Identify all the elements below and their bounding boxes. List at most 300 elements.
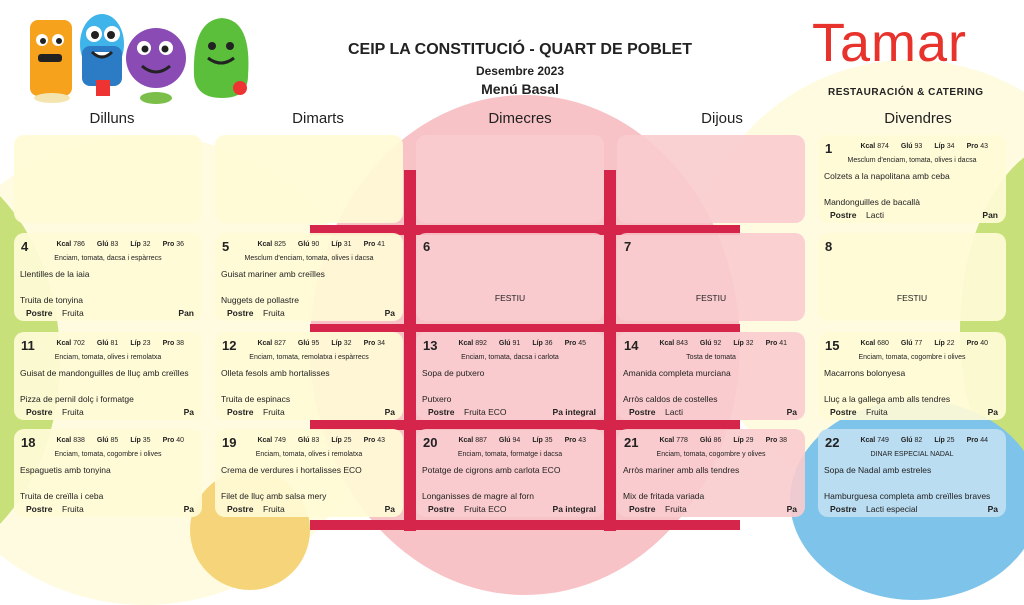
day-number: 11 — [21, 338, 35, 353]
nutrition-value: 40 — [980, 340, 988, 347]
nutrition-glu — [901, 143, 928, 150]
second-course: Truita de creïlla i ceba — [20, 491, 104, 501]
nutrition-info — [659, 340, 799, 347]
day-number: 19 — [222, 435, 237, 450]
dessert-value: Lacti — [665, 407, 683, 417]
dessert-value: Lacti — [866, 210, 884, 220]
day-header-wednesday: Dimecres — [488, 110, 552, 127]
festiu-label: FESTIU — [695, 293, 727, 303]
nutrition-pro — [364, 437, 391, 444]
first-course: Sopa de putxero — [422, 368, 485, 378]
nutrition-kcal — [659, 437, 693, 444]
nutrition-pro — [163, 437, 190, 444]
nutrition-value: 36 — [544, 340, 553, 347]
day-header-tuesday: Dimarts — [292, 110, 344, 127]
nutrition-value: 34 — [946, 143, 955, 150]
mascots-illustration — [24, 6, 274, 106]
nutrition-value: 23 — [142, 340, 151, 347]
nutrition-value: 81 — [110, 340, 119, 347]
nutrition-glu — [298, 437, 325, 444]
nutrition-value: 94 — [512, 437, 521, 444]
side-dish: Mesclum d'enciam, tomata, olives i dacsa — [244, 255, 374, 262]
nutrition-kcal — [860, 437, 894, 444]
nutrition-lip — [934, 143, 960, 150]
day-number: 4 — [21, 239, 29, 254]
nutrition-kcal — [56, 437, 90, 444]
nutrition-info — [56, 437, 196, 444]
nutrition-info — [56, 241, 196, 248]
empty-cell — [416, 135, 604, 223]
side-dish: Enciam, tomata, olives i remolatxa — [54, 354, 162, 361]
nutrition-label: Pro — [162, 340, 175, 347]
nutrition-label: Pro — [363, 437, 376, 444]
nutrition-value: 749 — [274, 437, 286, 444]
nutrition-value: 892 — [475, 340, 487, 347]
bread-value: Pa — [987, 407, 998, 417]
nutrition-glu — [901, 437, 928, 444]
first-course: Guisat mariner amb creïlles — [221, 269, 325, 279]
dessert-label: Postre — [26, 407, 53, 417]
nutrition-value: 90 — [311, 241, 320, 248]
logo-subtitle: RESTAURACIÓN & CATERING — [828, 87, 984, 98]
nutrition-glu — [298, 241, 325, 248]
nutrition-kcal — [56, 340, 90, 347]
dessert-label: Postre — [227, 407, 254, 417]
month-title: Desembre 2023 — [475, 64, 565, 78]
nutrition-kcal — [257, 241, 291, 248]
dessert-value: Fruita — [62, 504, 84, 514]
nutrition-label: Pro — [765, 340, 778, 347]
second-course: Mix de fritada variada — [623, 491, 705, 501]
day-cell-18 — [14, 429, 202, 517]
nutrition-pro — [967, 340, 994, 347]
first-course: Amanida completa murciana — [623, 368, 731, 378]
day-cell-14 — [617, 332, 805, 420]
nutrition-value: 680 — [877, 340, 889, 347]
nutrition-value: 35 — [544, 437, 553, 444]
school-title: CEIP LA CONSTITUCIÓ - QUART DE POBLET — [347, 41, 692, 58]
nutrition-lip — [532, 340, 558, 347]
nutrition-info — [257, 241, 397, 248]
day-number: 15 — [825, 338, 840, 353]
nutrition-label: Líp — [130, 340, 141, 347]
day-cell-11 — [14, 332, 202, 420]
nutrition-label: Glú — [699, 340, 712, 347]
second-course: Nuggets de pollastre — [221, 295, 299, 305]
nutrition-kcal — [458, 340, 492, 347]
nutrition-label: Kcal — [257, 340, 273, 347]
dessert-label: Postre — [26, 504, 53, 514]
nutrition-lip — [934, 437, 960, 444]
nutrition-label: Pro — [162, 241, 175, 248]
empty-cell — [14, 135, 202, 223]
nutrition-label: Kcal — [860, 340, 876, 347]
nutrition-pro — [766, 437, 793, 444]
green-mascot-icon — [194, 18, 249, 98]
nutrition-label: Glú — [498, 340, 511, 347]
nutrition-info — [860, 143, 1000, 150]
nutrition-label: Glú — [96, 340, 109, 347]
logo-name: Tamar — [812, 13, 968, 73]
dessert-value: Lacti especial — [866, 504, 918, 514]
nutrition-value: 749 — [877, 437, 889, 444]
day-header-thursday: Dijous — [701, 110, 743, 127]
nutrition-value: 43 — [980, 143, 988, 150]
nutrition-value: 44 — [980, 437, 988, 444]
nutrition-value: 31 — [343, 241, 352, 248]
day-number: 18 — [21, 435, 36, 450]
nutrition-value: 41 — [377, 241, 385, 248]
red-grid-col-2 — [604, 170, 616, 531]
nutrition-glu — [700, 340, 727, 347]
nutrition-label: Kcal — [458, 340, 474, 347]
nutrition-value: 786 — [73, 241, 85, 248]
nutrition-info — [659, 437, 799, 444]
first-course: Espaguetis amb tonyina — [20, 465, 111, 475]
nutrition-label: Glú — [498, 437, 511, 444]
bread-value: Pa — [384, 504, 395, 514]
nutrition-kcal — [56, 241, 90, 248]
nutrition-kcal — [458, 437, 492, 444]
day-number: 12 — [222, 338, 237, 353]
purple-mascot-icon — [126, 28, 186, 104]
day-number: 22 — [825, 435, 840, 450]
festiu-label: FESTIU — [494, 293, 526, 303]
nutrition-value: 843 — [676, 340, 688, 347]
day-number: 8 — [825, 239, 833, 254]
day-cell-6 — [416, 233, 604, 321]
nutrition-value: 38 — [779, 437, 787, 444]
nutrition-glu — [97, 437, 124, 444]
day-number: 6 — [423, 239, 431, 254]
day-cell-22 — [818, 429, 1006, 517]
nutrition-label: Kcal — [458, 437, 474, 444]
second-course: Mandonguilles de bacallà — [824, 197, 920, 207]
nutrition-label: Pro — [564, 340, 577, 347]
nutrition-label: Pro — [564, 437, 577, 444]
second-course: Longanisses de magre al forn — [422, 491, 534, 501]
nutrition-glu — [298, 340, 325, 347]
nutrition-label: Glú — [900, 340, 913, 347]
nutrition-label: Líp — [130, 241, 141, 248]
nutrition-label: Glú — [96, 241, 109, 248]
dessert-value: Fruita — [263, 407, 285, 417]
dessert-value: Fruita — [263, 504, 285, 514]
side-dish: Enciam, tomata, olives i remolatxa — [255, 451, 363, 458]
side-dish: Enciam, tomata, dacsa i carlota — [461, 354, 559, 361]
day-header-friday: Divendres — [884, 110, 952, 127]
nutrition-label: Pro — [765, 437, 778, 444]
orange-mascot-icon — [30, 20, 72, 103]
dessert-label: Postre — [428, 407, 455, 417]
nutrition-label: Kcal — [659, 437, 675, 444]
nutrition-value: 85 — [110, 437, 119, 444]
nutrition-info — [860, 340, 1000, 347]
dessert-value: Fruita — [62, 407, 84, 417]
red-grid-col-1 — [404, 170, 416, 531]
second-course: Putxero — [422, 394, 452, 404]
nutrition-label: Líp — [331, 437, 342, 444]
nutrition-pro — [163, 241, 190, 248]
side-dish: Enciam, tomata, cogombre i olives — [858, 354, 966, 361]
nutrition-value: 43 — [578, 437, 586, 444]
day-cell-1 — [818, 135, 1006, 223]
nutrition-label: Líp — [934, 340, 945, 347]
nutrition-label: Kcal — [860, 143, 876, 150]
dessert-label: Postre — [830, 210, 857, 220]
nutrition-label: Líp — [130, 437, 141, 444]
nutrition-value: 25 — [343, 437, 352, 444]
dessert-value: Fruita — [62, 308, 84, 318]
nutrition-label: Líp — [331, 340, 342, 347]
nutrition-label: Líp — [733, 437, 744, 444]
first-course: Potatge de cigrons amb carlota ECO — [422, 465, 561, 475]
day-number: 21 — [624, 435, 639, 450]
nutrition-glu — [700, 437, 727, 444]
dessert-label: Postre — [227, 308, 254, 318]
side-dish: Enciam, tomata, dacsa i espàrrecs — [54, 255, 162, 262]
nutrition-label: Glú — [699, 437, 712, 444]
nutrition-label: Glú — [297, 340, 310, 347]
nutrition-info — [56, 340, 196, 347]
nutrition-value: 77 — [914, 340, 923, 347]
second-course: Truita de espinacs — [221, 394, 291, 404]
nutrition-info — [860, 437, 1000, 444]
nutrition-kcal — [257, 437, 291, 444]
nutrition-pro — [565, 437, 592, 444]
bread-value: Pa — [786, 504, 797, 514]
nutrition-info — [257, 340, 397, 347]
nutrition-label: Líp — [934, 143, 945, 150]
bread-value: Pa — [987, 504, 998, 514]
nutrition-label: Kcal — [56, 241, 72, 248]
nutrition-value: 22 — [946, 340, 955, 347]
dessert-label: Postre — [428, 504, 455, 514]
nutrition-label: Líp — [532, 340, 543, 347]
day-header-monday: Dilluns — [89, 110, 135, 127]
nutrition-lip — [331, 437, 357, 444]
nutrition-label: Kcal — [56, 437, 72, 444]
nutrition-value: 25 — [946, 437, 955, 444]
first-course: Guisat de mandonguilles de lluç amb creïlles — [20, 368, 189, 378]
nutrition-value: 40 — [176, 437, 184, 444]
side-dish: Enciam, tomata, formatge i dacsa — [457, 451, 563, 458]
nutrition-label: Kcal — [860, 437, 876, 444]
nutrition-value: 874 — [877, 143, 889, 150]
nutrition-kcal — [659, 340, 693, 347]
day-cell-19 — [215, 429, 403, 517]
first-course: Arròs mariner amb alls tendres — [623, 465, 740, 475]
bread-value: Pa integral — [552, 504, 596, 514]
nutrition-label: Pro — [162, 437, 175, 444]
nutrition-value: 36 — [176, 241, 184, 248]
nutrition-kcal — [257, 340, 291, 347]
nutrition-glu — [97, 241, 124, 248]
nutrition-pro — [967, 437, 994, 444]
bread-value: Pa — [384, 407, 395, 417]
red-grid-band-2 — [310, 324, 740, 332]
first-course: Macarrons bolonyesa — [824, 368, 906, 378]
first-course: Colzets a la napolitana amb ceba — [824, 171, 950, 181]
day-cell-21 — [617, 429, 805, 517]
empty-cell — [617, 135, 805, 223]
first-course: Sopa de Nadal amb estreles — [824, 465, 932, 475]
nutrition-value: 83 — [110, 241, 119, 248]
nutrition-value: 35 — [142, 437, 151, 444]
nutrition-label: Kcal — [257, 241, 273, 248]
nutrition-kcal — [860, 143, 894, 150]
nutrition-value: 32 — [142, 241, 151, 248]
nutrition-label: Pro — [363, 340, 376, 347]
side-dish: Enciam, tomata, cogombre y olives — [656, 451, 766, 458]
bread-value: Pa — [384, 308, 395, 318]
tamar-logo — [812, 13, 1017, 102]
first-course: Crema de verdures i hortalisses ECO — [221, 465, 362, 475]
nutrition-value: 41 — [779, 340, 787, 347]
day-number: 13 — [423, 338, 438, 353]
nutrition-value: 887 — [475, 437, 487, 444]
nutrition-pro — [364, 241, 391, 248]
day-cell-15 — [818, 332, 1006, 420]
nutrition-label: Líp — [733, 340, 744, 347]
nutrition-kcal — [860, 340, 894, 347]
nutrition-label: Kcal — [56, 340, 72, 347]
nutrition-lip — [532, 437, 558, 444]
bread-value: Pa — [183, 504, 194, 514]
nutrition-value: 29 — [745, 437, 754, 444]
nutrition-pro — [967, 143, 994, 150]
nutrition-label: Glú — [297, 241, 310, 248]
nutrition-label: Líp — [532, 437, 543, 444]
nutrition-glu — [499, 340, 526, 347]
nutrition-info — [458, 437, 598, 444]
nutrition-value: 43 — [377, 437, 385, 444]
nutrition-label: Pro — [966, 143, 979, 150]
nutrition-value: 91 — [512, 340, 521, 347]
nutrition-label: Pro — [966, 437, 979, 444]
nutrition-label: Kcal — [257, 437, 273, 444]
nutrition-lip — [733, 437, 759, 444]
dessert-value: Fruita ECO — [464, 407, 507, 417]
nutrition-value: 34 — [377, 340, 385, 347]
dessert-label: Postre — [830, 504, 857, 514]
dessert-value: Fruita ECO — [464, 504, 507, 514]
nutrition-glu — [901, 340, 928, 347]
day-cell-7 — [617, 233, 805, 321]
nutrition-value: 38 — [176, 340, 184, 347]
side-dish: Mesclum d'enciam, tomata, olives i dacsa — [847, 157, 977, 164]
dessert-label: Postre — [227, 504, 254, 514]
nutrition-pro — [364, 340, 391, 347]
dessert-value: Fruita — [866, 407, 888, 417]
day-number: 7 — [624, 239, 632, 254]
nutrition-value: 778 — [676, 437, 688, 444]
day-number: 1 — [825, 141, 833, 156]
nutrition-label: Líp — [934, 437, 945, 444]
nutrition-info — [458, 340, 598, 347]
nutrition-value: 82 — [914, 437, 923, 444]
menu-title: Menú Basal — [481, 81, 559, 97]
dessert-label: Postre — [830, 407, 857, 417]
second-course: Hamburguesa completa amb creïlles braves — [824, 491, 991, 501]
nutrition-value: 95 — [311, 340, 320, 347]
nutrition-lip — [934, 340, 960, 347]
nutrition-pro — [766, 340, 793, 347]
dessert-label: Postre — [629, 407, 656, 417]
nutrition-value: 838 — [73, 437, 85, 444]
dessert-value: Fruita — [665, 504, 687, 514]
nutrition-value: 827 — [274, 340, 286, 347]
day-number: 5 — [222, 239, 230, 254]
second-course: Lluç a la gallega amb alls tendres — [824, 394, 951, 404]
nutrition-value: 32 — [745, 340, 754, 347]
nutrition-label: Kcal — [659, 340, 675, 347]
blue-mascot-icon — [80, 14, 124, 96]
nutrition-value: 86 — [713, 437, 722, 444]
nutrition-lip — [130, 241, 156, 248]
bread-value: Pan — [982, 210, 998, 220]
bread-value: Pa — [786, 407, 797, 417]
second-course: Arròs caldos de costelles — [623, 394, 718, 404]
second-course: Filet de lluç amb salsa mery — [221, 491, 327, 501]
day-number: 14 — [624, 338, 639, 353]
side-dish: Tosta de tomata — [686, 354, 736, 361]
nutrition-label: Glú — [297, 437, 310, 444]
red-grid-band-4 — [310, 520, 740, 530]
day-cell-12 — [215, 332, 403, 420]
nutrition-lip — [130, 437, 156, 444]
side-dish: Enciam, tomata, cogombre i olives — [54, 451, 162, 458]
dessert-label: Postre — [629, 504, 656, 514]
empty-cell — [215, 135, 403, 223]
nutrition-lip — [331, 340, 357, 347]
dessert-value: Fruita — [263, 308, 285, 318]
nutrition-label: Glú — [900, 437, 913, 444]
nutrition-glu — [97, 340, 124, 347]
nutrition-glu — [499, 437, 526, 444]
nutrition-value: 32 — [343, 340, 352, 347]
nutrition-value: 93 — [914, 143, 923, 150]
first-course: Llentilles de la iaia — [20, 269, 90, 279]
nutrition-pro — [163, 340, 190, 347]
day-number: 20 — [423, 435, 438, 450]
nutrition-label: Pro — [966, 340, 979, 347]
nutrition-lip — [130, 340, 156, 347]
nutrition-value: 92 — [713, 340, 722, 347]
nutrition-value: 702 — [73, 340, 85, 347]
dessert-label: Postre — [26, 308, 53, 318]
bread-value: Pa integral — [552, 407, 596, 417]
festiu-label: FESTIU — [896, 293, 928, 303]
day-cell-8 — [818, 233, 1006, 321]
nutrition-value: 45 — [578, 340, 586, 347]
bread-value: Pa — [183, 407, 194, 417]
nutrition-value: 825 — [274, 241, 286, 248]
day-cell-20 — [416, 429, 604, 517]
day-cell-5 — [215, 233, 403, 321]
nutrition-pro — [565, 340, 592, 347]
nutrition-label: Líp — [331, 241, 342, 248]
first-course: Olleta fesols amb hortalisses — [221, 368, 330, 378]
side-dish: Enciam, tomata, remolatxa i espàrrecs — [249, 354, 369, 361]
nutrition-label: Glú — [96, 437, 109, 444]
bread-value: Pan — [178, 308, 194, 318]
day-cell-13 — [416, 332, 604, 420]
nutrition-lip — [331, 241, 357, 248]
nutrition-value: 83 — [311, 437, 320, 444]
nutrition-label: Pro — [363, 241, 376, 248]
nutrition-label: Glú — [900, 143, 913, 150]
